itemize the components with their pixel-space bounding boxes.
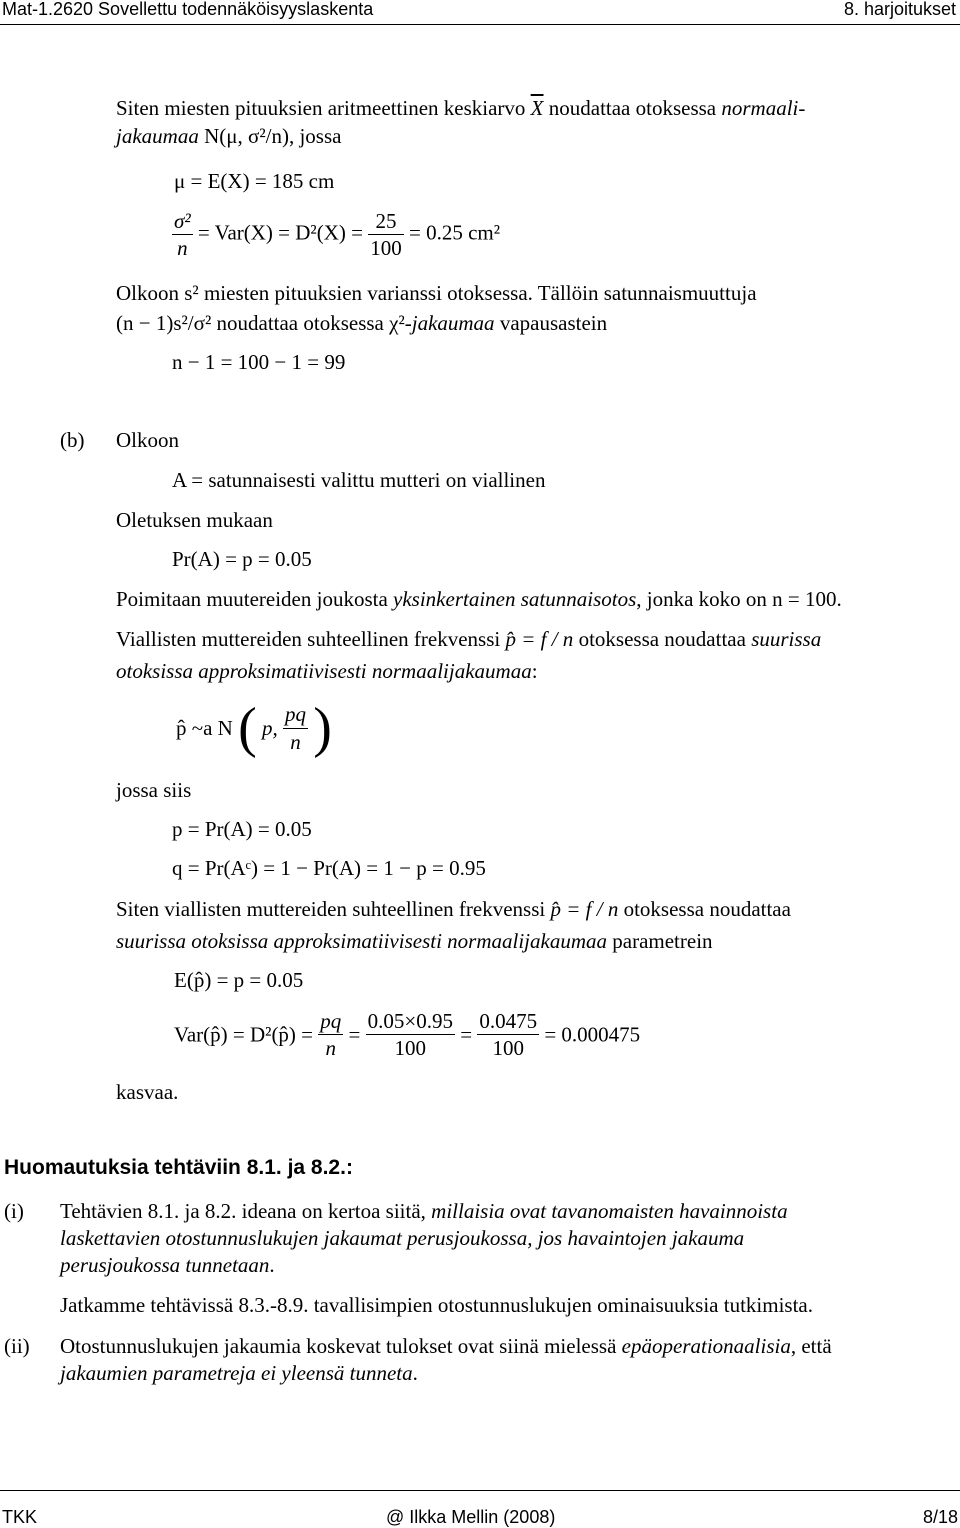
footer-institution: TKK: [2, 1507, 38, 1527]
page-footer: [0, 1490, 960, 1528]
para-siten-line1: Siten viallisten muttereiden suhteellinen frekvenssi p̂ = f / n otoksessa noudattaa: [116, 897, 791, 921]
note-i-label: (i): [4, 1199, 24, 1223]
course-title: Mat-1.2620 Sovellettu todennäköisyyslaskenta: [2, 0, 374, 19]
part-b-label: (b): [60, 428, 85, 452]
note-ii-label: (ii): [4, 1334, 30, 1358]
eq-asymptotic-normal: p̂ ~a N ( p, $\frac{pq}{n}$ ): [176, 697, 332, 759]
header-rule: [0, 24, 960, 25]
oletuksen-text: Oletuksen mukaan: [116, 508, 273, 532]
note-i-line3: perusjoukossa tunnetaan.: [60, 1253, 275, 1277]
eq-variance-phat: Var(p̂) = D²(p̂) = $\frac{pq}{n}$ = $\frac{0.05\times 0.95}{100}$ = $\frac{0.0475}{100}$ = 0.000475: [174, 1009, 641, 1061]
jossa-siis: jossa siis: [116, 778, 192, 802]
kasvaa-text: kasvaa.: [116, 1080, 179, 1104]
notes-heading: Huomautuksia tehtäviin 8.1. ja 8.2.:: [4, 1156, 353, 1179]
footer-author: @ Ilkka Mellin (2008): [386, 1507, 556, 1527]
def-event-a: A = satunnaisesti valittu mutteri on viallinen: [172, 468, 546, 492]
note-ii-line1: Otostunnuslukujen jakaumia koskevat tulokset ovat siinä mielessä epäoperationaalisia, että: [60, 1334, 832, 1358]
para-viall-line1: Viallisten muttereiden suhteellinen frekvenssi p̂ = f / n otoksessa noudattaa suurissa: [116, 627, 822, 651]
olkoon-text: Olkoon: [116, 428, 179, 452]
note-i-line2: laskettavien otostunnuslukujen jakaumat perusjoukossa, jos havaintojen jakauma: [60, 1226, 745, 1250]
eq-prA: Pr(A) = p = 0.05: [172, 547, 312, 571]
eq-q: q = Pr(Aᶜ) = 1 − Pr(A) = 1 − p = 0.95: [172, 856, 486, 880]
footer-rule: [0, 1490, 960, 1491]
eq-degrees-of-freedom: n − 1 = 100 − 1 = 99: [172, 350, 346, 374]
para-viall-line2: otoksissa approksimatiivisesti normaalijakaumaa:: [116, 659, 538, 683]
eq-mu: μ = E(X) = 185 cm: [174, 169, 335, 193]
para-siten-line2: suurissa otoksissa approksimatiivisesti normaalijakaumaa parametrein: [116, 929, 713, 953]
para-poimitaan: Poimitaan muutereiden joukosta yksinkertainen satunnaisotos, jonka koko on n = 100.: [116, 587, 842, 611]
note-i-line4: Jatkamme tehtävissä 8.3.-8.9. tavallisimpien otostunnuslukujen ominaisuuksia tutkimista.: [60, 1293, 813, 1317]
eq-variance: $\frac{\text{σ²}}{n}$ = Var(X) = D²(X) = $\frac{25}{100}$ = 0.25 cm²: [174, 209, 501, 261]
para-a-line4: (n − 1)s²/σ² noudattaa otoksessa χ²-jakaumaa vapausastein: [116, 311, 608, 335]
eq-expectation: E(p̂) = p = 0.05: [174, 968, 304, 992]
note-ii-line2: jakaumien parametreja ei yleensä tunneta.: [60, 1361, 418, 1385]
page-header: [0, 0, 960, 26]
para-a-line3: Olkoon s² miesten pituuksien varianssi otoksessa. Tällöin satunnaismuuttuja: [116, 281, 757, 305]
note-i-line1: Tehtävien 8.1. ja 8.2. ideana on kertoa siitä, millaisia ovat tavanomaisten havainnoista: [60, 1199, 788, 1223]
para-a-line1: Siten miesten pituuksien aritmeettinen keskiarvo $\overline{X}$ noudattaa otoksessa normaali-: [116, 96, 806, 120]
exercise-title: 8. harjoitukset: [843, 0, 956, 19]
page-number: 8/18: [922, 1507, 958, 1527]
eq-p: p = Pr(A) = 0.05: [172, 817, 312, 841]
para-a-line2: jakaumaa N(μ, σ²/n), jossa: [116, 124, 342, 148]
